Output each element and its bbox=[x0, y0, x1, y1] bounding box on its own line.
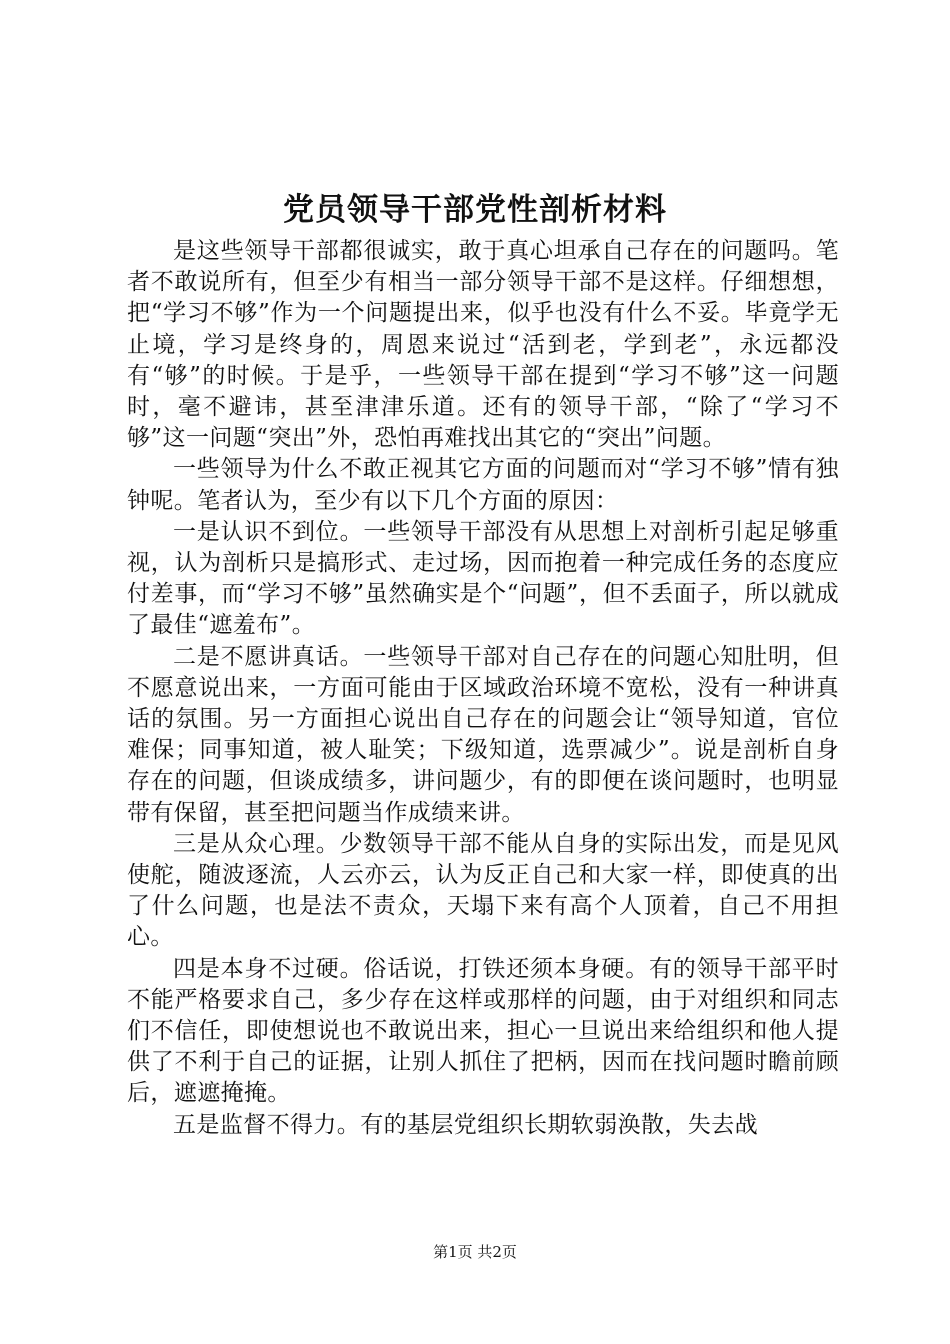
paragraph-5: 三是从众心理。少数领导干部不能从自身的实际出发，而是见风使舵，随波逐流，人云亦云，认为反正自己和大家一样，即使真的出了什么问题，也是法不责众，天塌下来有高个人顶着，自己不用担心。 bbox=[127, 830, 839, 951]
paragraph-4: 二是不愿讲真话。一些领导干部对自己存在的问题心知肚明，但不愿意说出来，一方面可能由于区域政治环境不宽松，没有一种讲真话的氛围。另一方面担心说出自己存在的问题会让“领导知道，官位难保；同事知道，被人耻笑；下级知道，选票减少”。说是剖析自身存在的问题，但谈成绩多，讲问题少，有的即便在谈问题时，也明显带有保留，甚至把问题当作成绩来讲。 bbox=[127, 643, 839, 826]
paragraph-7: 五是监督不得力。有的基层党组织长期软弱涣散，失去战 bbox=[173, 1111, 758, 1138]
document-body bbox=[127, 236, 839, 1141]
paragraph-1: 是这些领导干部都很诚实，敢于真心坦承自己存在的问题吗。笔者不敢说所有，但至少有相当一部分领导干部不是这样。仔细想想，把“学习不够”作为一个问题提出来，似乎也没有什么不妥。毕竟学无止境，学习是终身的，周恩来说过“活到老，学到老”，永远都没有“够”的时候。于是乎，一些领导干部在提到“学习不够”这一问题时，毫不避讳，甚至津津乐道。还有的领导干部，“除了“学习不够”这一问题“突出”外，恐怕再难找出其它的“突出”问题。 bbox=[127, 238, 839, 452]
paragraph-2: 一些领导为什么不敢正视其它方面的问题而对“学习不够”情有独钟呢。笔者认为，至少有以下几个方面的原因： bbox=[127, 456, 839, 514]
paragraph-6: 四是本身不过硬。俗话说，打铁还须本身硬。有的领导干部平时不能严格要求自己，多少存在这样或那样的问题，由于对组织和同志们不信任，即使想说也不敢说出来，担心一旦说出来给组织和他人提供了不利于自己的证据，让别人抓住了把柄，因而在找问题时瞻前顾后，遮遮掩掩。 bbox=[127, 955, 839, 1107]
paragraph-3: 一是认识不到位。一些领导干部没有从思想上对剖析引起足够重视，认为剖析只是搞形式、走过场，因而抱着一种完成任务的态度应付差事，而“学习不够”虽然确实是个“问题”，但不丢面子，所以就成了最佳“遮羞布”。 bbox=[127, 518, 839, 639]
document-title: 党员领导干部党性剖析材料 bbox=[283, 192, 667, 228]
page-number-footer: 第1页 共2页 bbox=[433, 1243, 517, 1261]
